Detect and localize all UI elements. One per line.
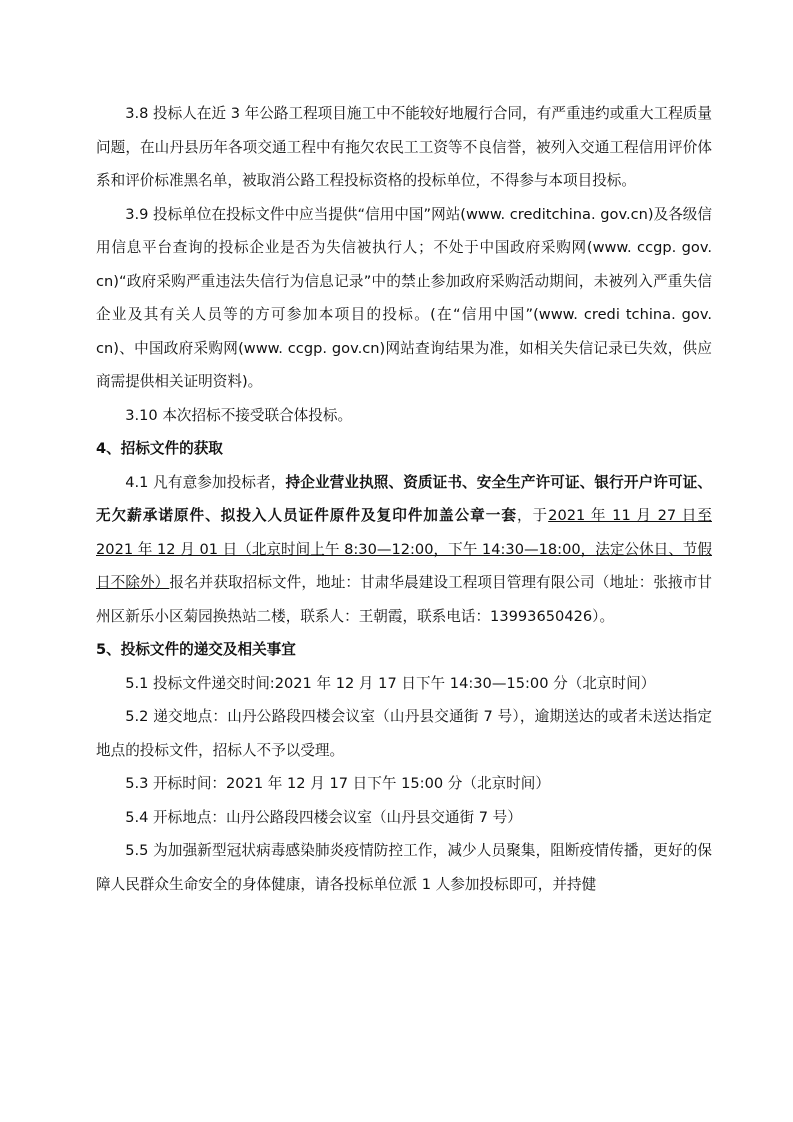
paragraph-4-1 [96,466,712,634]
paragraph-5-3: 5.3 开标时间：2021 年 12 月 17 日下午 15:00 分（北京时间） [125,775,550,792]
paragraph-4-1-tail: 报名并获取招标文件，地址：甘肃华晨建设工程项目管理有限公司（地址：张掖市甘州区新乐小区菊园换热站二楼，联系人：王朝霞，联系电话：13993650426）。 [96,574,712,625]
paragraph-5-5: 5.5 为加强新型冠状病毒感染肺炎疫情防控工作，减少人员聚集，阻断疫情传播，更好的保障人民群众生命安全的身体健康，请各投标单位派 1 人参加投标即可，并持健 [96,842,712,893]
paragraph-5-4: 5.4 开标地点：山丹公路段四楼会议室（山丹县交通街 7 号） [125,808,522,826]
paragraph-5-1: 5.1 投标文件递交时间:2021 年 12 月 17 日下午 14:30—15:00 分（北京时间） [125,674,656,692]
paragraph-5-2: 5.2 递交地点：山丹公路段四楼会议室（山丹县交通街 7 号），逾期送达的或者未送达指定地点的投标文件，招标人不予以受理。 [96,708,712,759]
section-heading-4: 4、招标文件的获取 [96,440,223,457]
paragraph-3-10: 3.10 本次招标不接受联合体投标。 [125,406,353,424]
paragraph-3-8: 3.8 投标人在近 3 年公路工程项目施工中不能较好地履行合同，有严重违约或重大工程质量问题，在山丹县历年各项交通工程中有拖欠农民工工资等不良信誉，被列入交通工程信用评价体系和评价标准黑名单，被取消公路工程投标资格的投标单位，不得参与本项目投标。 [96,105,712,189]
paragraph-4-1-period: 2021 年 11 月 27 日至 2021 年 12 月 01 日（北京时间上午 8:30—12:00，下午 14:30—18:00，法定公休日、节假日不除外） [96,507,712,591]
paragraph-3-9: 3.9 投标单位在投标文件中应当提供“信用中国”网站(www. creditchina. gov.cn)及各级信用信息平台查询的投标企业是否为失信被执行人；不处于中国政府采购网(www. ccgp. gov. cn)“政府采购严重违法失信行为信息记录”中的禁止参加政府采购活动期间，未被列入严重失信企业及其有关人员等的方可参加本项目的投标。(在“信用中国”(www. credi tchina. gov. cn)、中国政府采购网(www. ccgp. gov.cn)网站查询结果为准，如相关失信记录已失效，供应商需提供相关证明资料)。 [96,205,712,390]
paragraph-4-1-requirements: 持企业营业执照、资质证书、安全生产许可证、银行开户许可证、无欠薪承诺原件、拟投入人员证件原件及复印件加盖公章一套 [96,473,712,524]
paragraph-4-1-mid: ，于 [516,507,549,524]
section-heading-5: 5、投标文件的递交及相关事宜 [96,641,296,658]
document-body [96,97,712,901]
paragraph-4-1-lead: 4.1 凡有意参加投标者， [125,473,286,491]
